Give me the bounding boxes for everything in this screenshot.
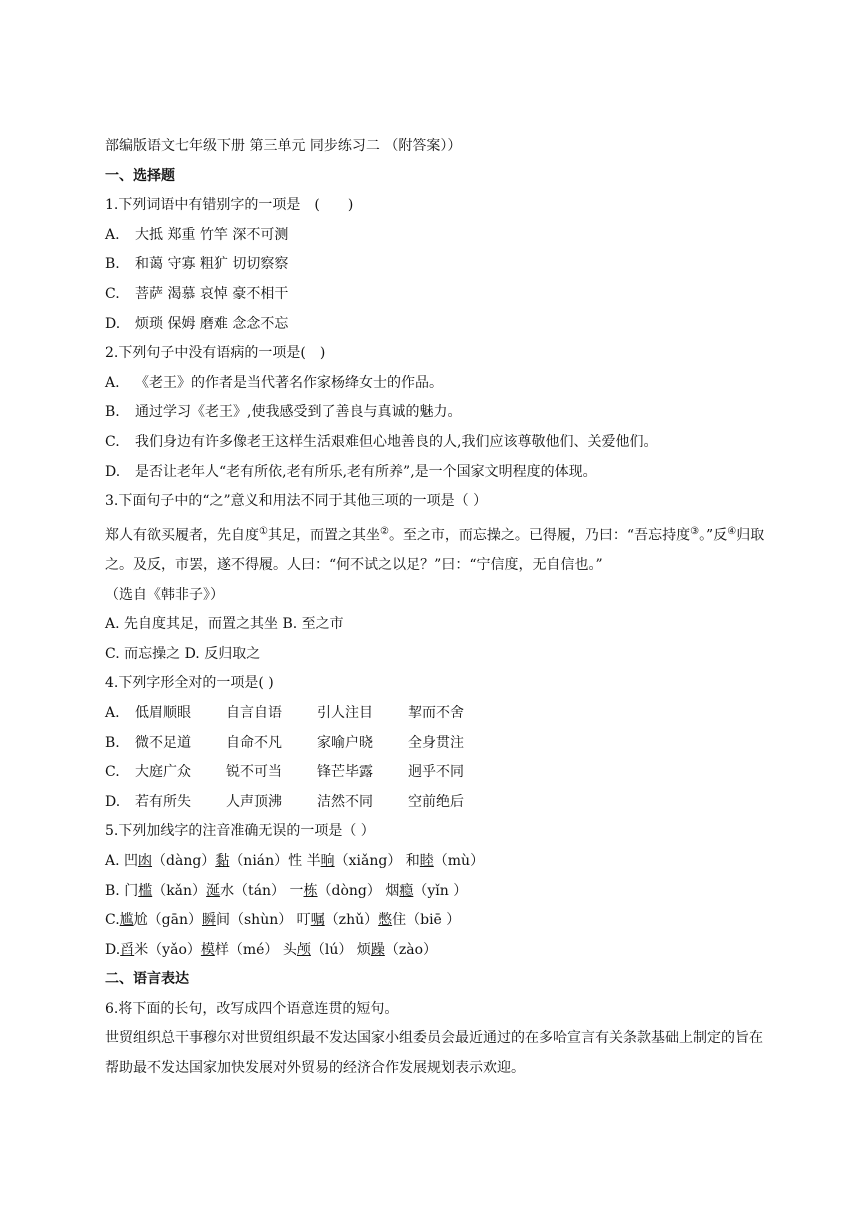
passage-text: 。至之市，而忘操之。已得履，乃曰：“吾忘持度: [388, 527, 691, 544]
note-marker: ①: [259, 525, 268, 537]
option-label: A.: [105, 374, 120, 391]
q3-passage: [105, 517, 765, 581]
question-4-stem: 4.下列字形全对的一项是( ): [105, 675, 274, 692]
option-label: C.: [105, 433, 120, 450]
section-heading-expression: 二、语言表达: [105, 971, 189, 988]
option-label: A.: [105, 226, 120, 243]
q3-options-row-1: A. 先自度其足，而置之其坐 B. 至之市: [105, 616, 344, 633]
q1-option-b: [105, 250, 765, 280]
q4-option-c: [105, 758, 765, 788]
underlined-char: 憋: [378, 912, 393, 929]
option-text: 大抵 郑重 竹竿 深不可测: [135, 226, 289, 243]
passage-text: 郑人有欲买履者，先自度: [105, 527, 259, 544]
text: （lú） 烦: [310, 941, 371, 958]
option-cell: 大庭广众: [135, 764, 191, 781]
question-6-stem: 6.将下面的长句，改写成四个语意连贯的短句。: [105, 1000, 399, 1017]
q4-option-b: [105, 729, 765, 759]
option-cell: 迥乎不同: [408, 764, 464, 781]
passage-text: 其足，而置之其坐: [267, 527, 380, 544]
q5-option-a: [105, 847, 765, 877]
q3-source: （选自《韩非子》）: [105, 586, 224, 603]
text: 尬（gān）: [133, 912, 202, 929]
note-marker: ②: [379, 525, 389, 537]
q1-option-d: [105, 310, 765, 340]
option-cell: 引人注目: [317, 704, 373, 721]
q2-option-d: [105, 458, 765, 488]
option-cell: 洁然不同: [317, 793, 373, 810]
text: （zào）: [384, 941, 437, 958]
q4-option-d: [105, 788, 765, 818]
document-page: [105, 132, 765, 1084]
option-text: 我们身边有许多像老王这样生活艰难但心地善良的人,我们应该尊敬他们、关爱他们。: [135, 433, 658, 450]
option-label: C.: [105, 285, 120, 302]
q2-option-a: [105, 369, 765, 399]
underlined-char: 黏: [215, 852, 230, 869]
text: 水（tán） 一: [220, 882, 304, 899]
underlined-char: 晌: [320, 852, 335, 869]
note-marker: ③: [690, 525, 700, 537]
underlined-char: 凼: [138, 852, 153, 869]
passage-text: 。”反: [699, 527, 728, 544]
option-label: B.: [105, 734, 120, 751]
option-label: B.: [105, 404, 120, 421]
option-label: D.: [105, 315, 121, 332]
underlined-char: 躁: [370, 941, 385, 958]
document-title: 部编版语文七年级下册 第三单元 同步练习二 （附答案））: [105, 138, 462, 154]
underlined-char: 尴: [119, 912, 134, 929]
q2-option-b: [105, 398, 765, 428]
option-cell: 微不足道: [135, 734, 191, 751]
q5-option-c: [105, 906, 765, 936]
text: （mù）: [433, 852, 485, 869]
option-text: 菩萨 渴慕 哀悼 豪不相干: [135, 285, 289, 302]
text: 样（mé） 头: [214, 941, 297, 958]
underlined-char: 嘱: [310, 912, 325, 929]
underlined-char: 舀: [120, 941, 135, 958]
underlined-char: 睦: [419, 852, 434, 869]
passage-text: 归取之。及反，市罢，遂不得履。人曰：“何不试之以足？”曰：“宁信度，无自信也。”: [105, 527, 765, 573]
option-text: 《老王》的作者是当代著名作家杨绛女士的作品。: [135, 374, 443, 391]
q1-option-c: [105, 280, 765, 310]
note-marker: ④: [727, 525, 737, 537]
text: （dòng） 烟: [317, 882, 400, 899]
text: D.: [105, 941, 121, 958]
section-heading-choice: 一、选择题: [105, 167, 175, 184]
option-cell: 人声顶沸: [226, 793, 282, 810]
option-cell: 自命不凡: [226, 734, 282, 751]
q4-option-a: [105, 699, 765, 729]
q5-option-b: [105, 877, 765, 907]
option-cell: 低眉顺眼: [135, 704, 191, 721]
text: B. 门: [105, 882, 139, 899]
option-label: D.: [105, 793, 121, 810]
option-label: D.: [105, 463, 121, 480]
option-label: C.: [105, 764, 120, 781]
option-cell: 全身贯注: [408, 734, 464, 751]
option-label: A.: [105, 704, 120, 721]
underlined-char: 瞬: [202, 912, 216, 929]
text: （dàng）: [152, 852, 216, 869]
option-text: 通过学习《老王》,使我感受到了善良与真诚的魅力。: [135, 404, 462, 421]
option-text: 和蔼 守寡 粗犷 切切察察: [135, 256, 289, 273]
option-cell: 挈而不舍: [408, 704, 464, 721]
option-cell: 空前绝后: [408, 793, 464, 810]
question-3-stem: 3.下面句子中的“之”意义和用法不同于其他三项的一项是（ ）: [105, 493, 488, 510]
text: 住（biē ）: [392, 912, 461, 929]
underlined-char: 模: [200, 941, 215, 958]
question-1-stem: 1.下列词语中有错别字的一项是 ( ): [105, 197, 354, 214]
option-cell: 自言自语: [226, 704, 282, 721]
option-cell: 家喻户晓: [317, 734, 373, 751]
question-5-stem: 5.下列加线字的注音准确无误的一项是（ ）: [105, 823, 375, 840]
q5-option-d: [105, 936, 765, 966]
q6-body: 世贸组织总干事穆尔对世贸组织最不发达国家小组委员会最近通过的在多哈宣言有关条款基础上制定的旨在帮助最不发达国家加快发展对外贸易的经济合作发展规划表示欢迎。: [105, 1030, 763, 1077]
option-cell: 若有所失: [135, 793, 191, 810]
option-text: 烦琐 保姆 磨难 念念不忘: [135, 315, 289, 332]
underlined-char: 瘾: [399, 882, 414, 899]
underlined-char: 涎: [206, 882, 221, 899]
option-cell: 锋芒毕露: [317, 764, 373, 781]
option-cell: 锐不可当: [226, 764, 282, 781]
text: A. 凹: [105, 852, 139, 869]
underlined-char: 颅: [296, 941, 311, 958]
q2-option-c: [105, 428, 765, 458]
text: （nián）性 半: [229, 852, 321, 869]
text: （zhǔ）: [324, 912, 379, 929]
text: （yǐn ）: [413, 882, 468, 899]
text: （xiǎng） 和: [334, 852, 420, 869]
text: 米（yǎo）: [134, 941, 201, 958]
text: （kǎn）: [152, 882, 207, 899]
option-text: 是否让老年人“老有所依,老有所乐,老有所养”,是一个国家文明程度的体现。: [135, 463, 597, 480]
q3-options-row-2: C. 而忘操之 D. 反归取之: [105, 645, 261, 662]
text: 间（shùn） 叮: [216, 912, 311, 929]
underlined-char: 栋: [303, 882, 318, 899]
option-label: B.: [105, 256, 120, 273]
text: C.: [105, 912, 120, 929]
q1-option-a: [105, 221, 765, 251]
question-2-stem: 2.下列句子中没有语病的一项是( ): [105, 345, 326, 362]
underlined-char: 槛: [138, 882, 153, 899]
